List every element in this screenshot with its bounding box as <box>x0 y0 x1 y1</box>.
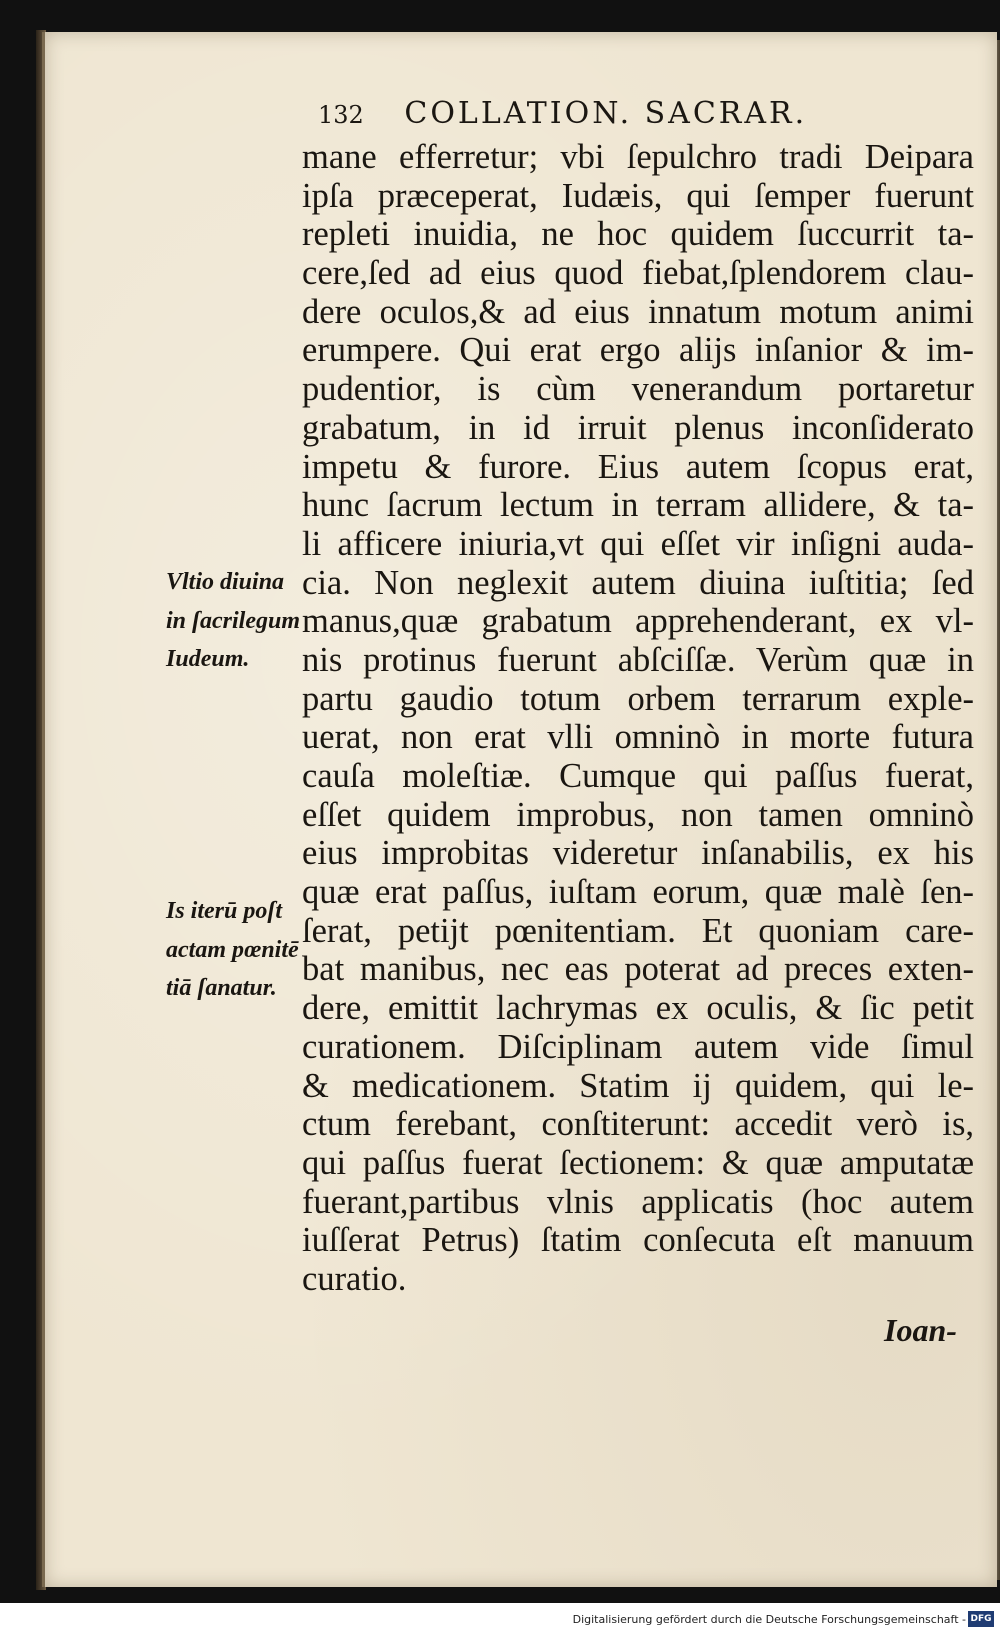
text-line: repleti inuidia, ne hoc quidem ſuccurrit ta- <box>302 215 974 254</box>
text-line: manus,quæ grabatum apprehenderant, ex vl- <box>302 602 974 641</box>
catchword: Ioan- <box>884 1312 957 1348</box>
text-line: cauſa moleſtiæ. Cumque qui paſſus fuerat, <box>302 757 974 795</box>
text-line: mane efferretur; vbi ſepulchro tradi Deipara <box>302 138 974 176</box>
marginal-note-line: in ſacrilegum <box>166 607 301 634</box>
text-line: grabatum, in id irruit plenus inconſiderato <box>302 408 974 447</box>
text-line: ctum ferebant, conſtiterunt: accedit verò is, <box>302 1105 974 1144</box>
text-line: eſſet quidem improbus, non tamen omninò <box>302 795 974 834</box>
text-line: cere,ſed ad eius quod fiebat,ſplendorem clau- <box>302 254 974 293</box>
text-line: curationem. Diſciplinam autem vide ſimul <box>302 1027 974 1066</box>
marginal-note-line: Vltio diuina <box>166 569 285 595</box>
text-line: impetu & furore. Eius autem ſcopus erat, <box>302 447 974 486</box>
text-line: ſerat, petijt pœnitentiam. Et quoniam care- <box>302 911 974 950</box>
text-line: bat manibus, nec eas poterat ad preces exten- <box>302 950 974 989</box>
marginal-note <box>166 563 300 679</box>
text-line: cia. Non neglexit autem diuina iuſtitia; ſed <box>302 563 974 602</box>
text-line: ipſa præceperat, Iudæis, qui ſemper fuerunt <box>302 176 974 215</box>
text-line: hunc ſacrum lectum in terram allidere, & ta- <box>302 486 974 525</box>
dfg-logo: DFG <box>968 1611 994 1627</box>
text-line: nis protinus fuerunt abſciſſæ. Verùm quæ in <box>302 640 974 679</box>
marginal-note-line: actam pœnitē <box>166 936 299 963</box>
text-line: dere oculos,& ad eius innatum motum animi <box>302 292 974 331</box>
text-line: uerat, non erat vlli omninò in morte futura <box>302 718 974 757</box>
marginal-note-line: tiā ſanatur. <box>166 975 277 1002</box>
funding-credit: Digitalisierung gefördert durch die Deutsche Forschungsgemeinschaft - <box>572 1613 966 1626</box>
text-line: fuerant,partibus vlnis applicatis (hoc autem <box>302 1182 974 1221</box>
page-number: 132 <box>318 101 364 129</box>
text-line: li afficere iniuria,vt qui eſſet vir inſigni auda- <box>302 524 974 563</box>
text-line: eius improbitas videretur inſanabilis, ex his <box>302 834 974 873</box>
text-line: iuſſerat Petrus) ſtatim conſecuta eſt manuum <box>302 1221 974 1260</box>
text-line: curatio. <box>302 1259 407 1298</box>
marginal-note <box>166 892 299 1008</box>
running-header <box>318 96 807 131</box>
running-title: COLLATION. SACRAR. <box>404 96 808 131</box>
text-line: & medicationem. Statim ij quidem, qui le- <box>302 1066 974 1105</box>
text-line: pudentior, is cùm venerandum portaretur <box>302 370 974 409</box>
text-line: quæ erat paſſus, iuſtam eorum, quæ malè ſen- <box>302 873 974 912</box>
text-line: erumpere. Qui erat ergo alijs inſanior & im- <box>302 331 974 370</box>
body-text <box>302 138 974 1299</box>
text-line: partu gaudio totum orbem terrarum exple- <box>302 679 974 718</box>
text-line: dere, emittit lachrymas ex oculis, & ſic petit <box>302 989 974 1028</box>
text-line: qui paſſus fuerat ſectionem: & quæ amputatæ <box>302 1143 974 1182</box>
marginal-note-line: Is iterū poſt <box>166 898 283 924</box>
marginal-note-line: Iudeum. <box>166 646 250 673</box>
